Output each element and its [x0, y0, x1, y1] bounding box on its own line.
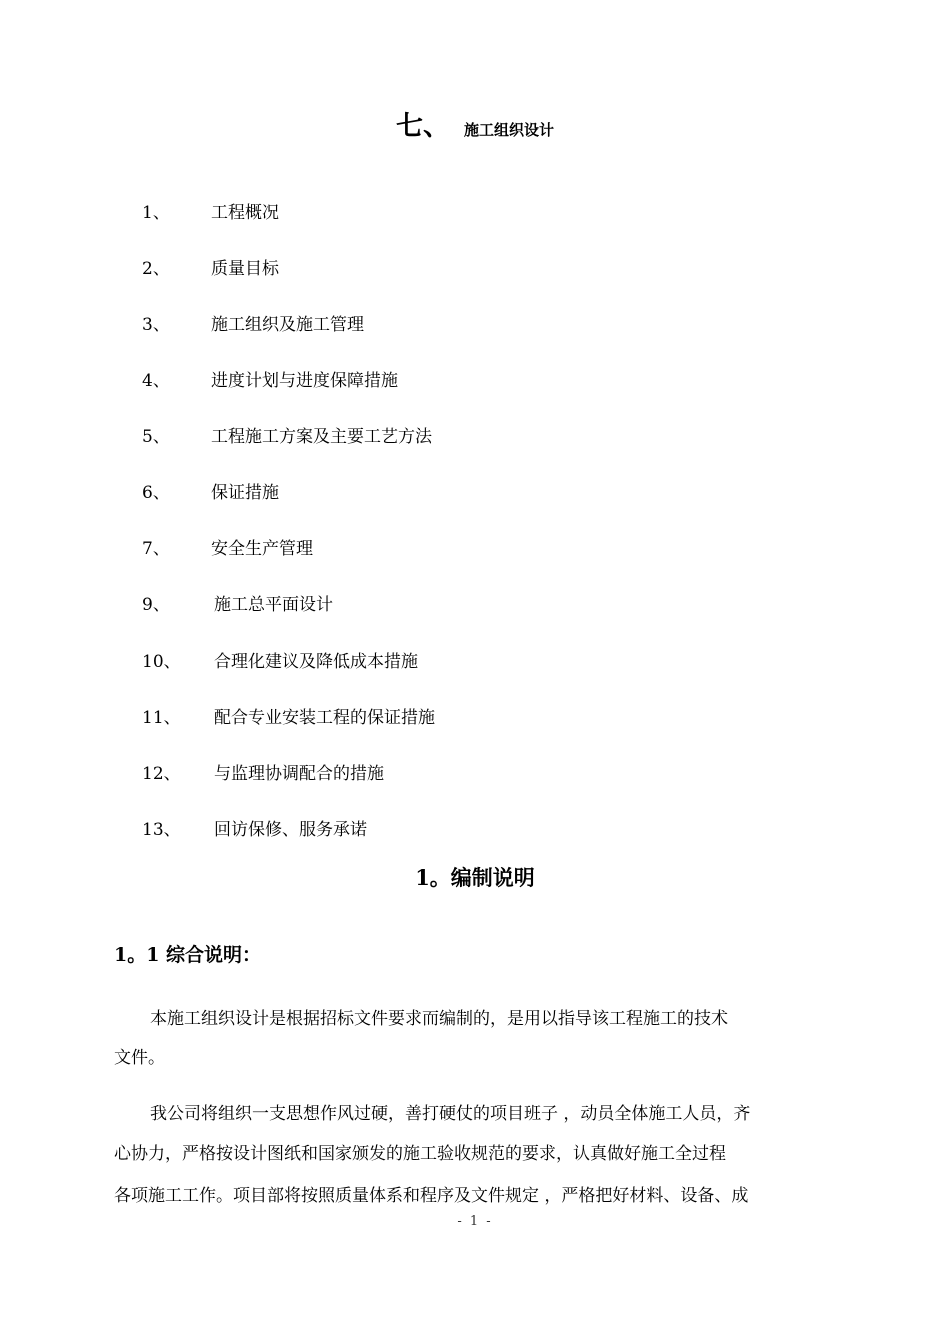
section-heading: 1。编制说明 [415, 865, 535, 890]
paragraph-line: 心协力，严格按设计图纸和国家颁发的施工验收规范的要求，认真做好施工全过程 [114, 1144, 726, 1164]
toc-label: 施工组织及施工管理 [211, 315, 364, 335]
toc-label: 回访保修、服务承诺 [214, 820, 367, 840]
toc-label: 配合专业安装工程的保证措施 [214, 708, 435, 728]
toc-label: 质量目标 [211, 259, 279, 279]
title-number: 七、 [395, 111, 450, 142]
toc-label: 工程施工方案及主要工艺方法 [211, 427, 432, 447]
title-text: 施工组织设计 [463, 121, 554, 139]
subsection-heading: 1。1 综合说明： [114, 944, 262, 966]
document-title [0, 104, 950, 143]
toc-label: 与监理协调配合的措施 [214, 764, 384, 784]
toc-label: 安全生产管理 [211, 539, 313, 559]
paragraph-line: 文件。 [114, 1048, 165, 1068]
toc-label: 保证措施 [211, 483, 279, 503]
toc-label: 施工总平面设计 [214, 595, 333, 615]
page-number: - 1 - [457, 1214, 493, 1229]
toc-label: 合理化建议及降低成本措施 [214, 652, 418, 672]
paragraph-line: 本施工组织设计是根据招标文件要求而编制的，是用以指导该工程施工的技术 [150, 1009, 728, 1029]
toc-label: 进度计划与进度保障措施 [211, 371, 398, 391]
paragraph-line: 各项施工工作。项目部将按照质量体系和程序及文件规定 ，严格把好材料、设备、成 [114, 1186, 749, 1206]
paragraph-line: 我公司将组织一支思想作风过硬，善打硬仗的项目班子 ，动员全体施工人员，齐 [150, 1104, 751, 1124]
toc-label: 工程概况 [211, 203, 279, 223]
